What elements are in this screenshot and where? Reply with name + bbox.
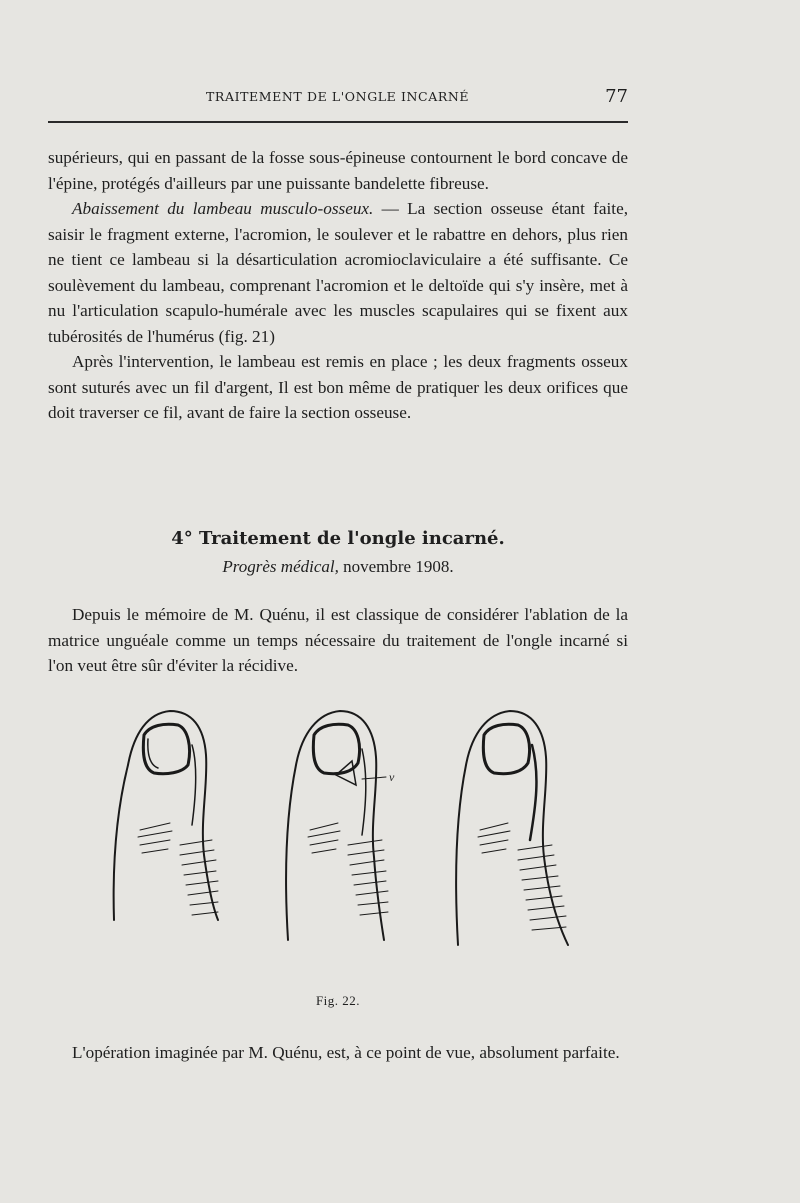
text-block-upper [48,145,628,426]
toe-drawing-1 [114,711,218,920]
text-block-lower [48,1040,628,1066]
paragraph-abaissement-text: — La section osseuse étant faite, saisir le fragment externe, l'acromion, le soulever et le rabattre en dehors, plus rien ne tient ce lambeau si la désarticulation acromioclaviculaire a été suffisante. Ce soulèvement du lambeau, comprenant l'acromion et le deltoïde qui s'y insère, met à nu l'articulation scapulo-humérale avec les muscles scapulaires qui se fixent aux tubérosités de l'humérus (fig. 21) [48,199,628,346]
text-block-middle [48,602,628,679]
source-date: novembre 1908. [338,557,454,576]
toe-drawings [100,705,580,975]
paragraph-heading-italic: Abaissement du lambeau musculo-osseux. [72,199,374,218]
figure-toe-illustration [100,705,580,975]
running-title: TRAITEMENT DE L'ONGLE INCARNÉ [206,89,470,104]
paragraph-apres-intervention: Après l'intervention, le lambeau est remis en place ; les deux fragments osseux sont suturés avec un fil d'argent, Il est bon même de pratiquer les deux orifices que doit traverser ce fil, avant de faire la section osseuse. [48,352,628,422]
paragraph-operation: L'opération imaginée par M. Quénu, est, à ce point de vue, absolument parfaite. [72,1043,620,1062]
paragraph-quenu: Depuis le mémoire de M. Quénu, il est classique de considérer l'ablation de la matrice unguéale comme un temps nécessaire du traitement de l'ongle incarné si l'on veut être sûr d'éviter la récidive. [48,605,628,675]
page-number: 77 [605,86,628,107]
toe-drawing-3 [456,711,568,945]
toe-drawing-2 [286,711,395,940]
section-subtitle [48,557,628,577]
running-head [48,86,628,116]
paragraph-continuation: supérieurs, qui en passant de la fosse sous-épineuse contournent le bord concave de l'épine, protégés d'ailleurs par une puissante bandelette fibreuse. [48,148,628,193]
figure-marker-label: v [389,770,395,784]
header-rule [48,121,628,123]
figure-caption: Fig. 22. [315,993,361,1008]
paragraph-abaissement [48,196,628,349]
section-title: 4° Traitement de l'ongle incarné. [171,528,505,549]
source-journal: Progrès médical, [222,557,339,576]
